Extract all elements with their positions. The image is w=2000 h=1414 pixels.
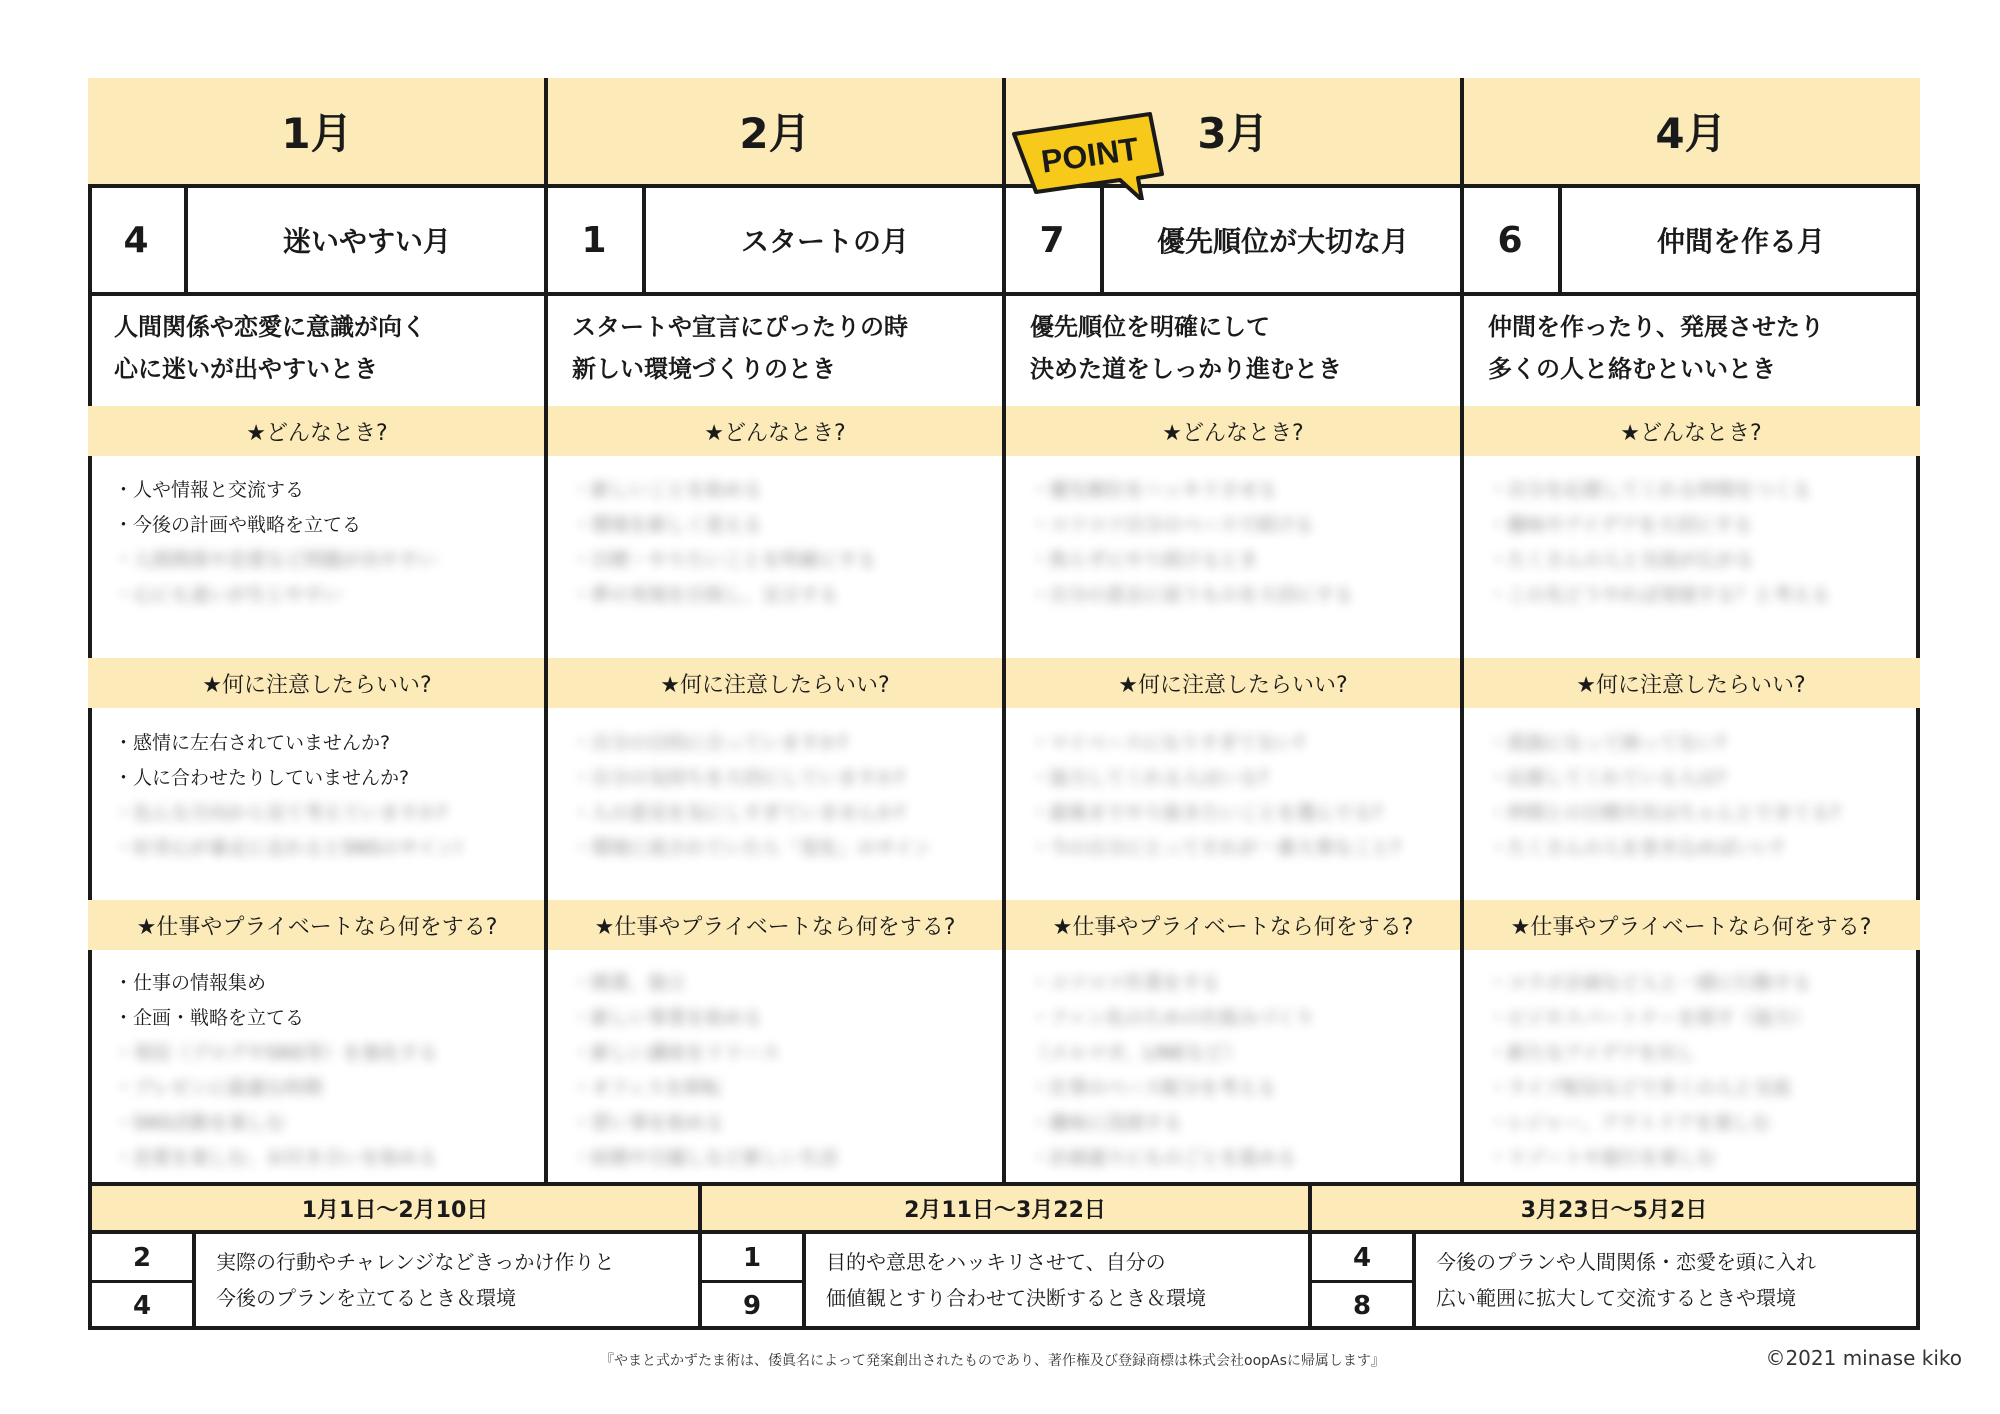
list-item: ・この先どうやれば発展する？と考える	[1488, 584, 1831, 606]
caution-heading: ★何に注意したらいい?	[546, 658, 1004, 708]
list-item: ・夢の実現を目指し、宣言する	[572, 584, 839, 606]
description-line: 今後のプランを立てるとき＆環境	[216, 1286, 516, 1310]
description-line: 価値観とすり合わせて決断するとき＆環境	[826, 1286, 1206, 1310]
list-item: ・ファン化のための仕組みづくり	[1030, 1007, 1315, 1029]
kazutama-number: 7	[1004, 188, 1104, 292]
list-item: ・マイペースになりすぎてない?	[1030, 732, 1305, 754]
list-item: ・色んな方向から見て考えていますか?	[114, 802, 448, 824]
list-item: ・習い事を始める	[572, 1112, 725, 1134]
action-list	[572, 966, 996, 1176]
list-item: ・ビジネスパートナーを探す（協力）	[1488, 1007, 1811, 1029]
month-header: 2月	[546, 78, 1004, 188]
list-item: ・環境を新しく変える	[572, 514, 763, 536]
period-number: 4	[132, 1291, 152, 1321]
list-item: ・協力してくれる人はいる?	[1030, 767, 1269, 789]
point-label: POINT	[1038, 130, 1141, 180]
list-item: ・リゾートや旅行を楽しむ	[1488, 1147, 1717, 1169]
description-line: 目的や意思をハッキリさせて、自分の	[826, 1250, 1166, 1274]
caution-list	[1488, 726, 1912, 866]
month-theme: 仲間を作る月	[1656, 225, 1825, 258]
month-intro	[572, 306, 994, 390]
list-item: ・最後までやり抜きたいことを選んでる?	[1030, 802, 1383, 824]
month-theme: スタートの月	[740, 225, 909, 258]
list-item: ・環境に流されていたら「変化」のサイン	[572, 837, 932, 859]
description-line: 実際の行動やチャレンジなどきっかけ作りと	[216, 1250, 615, 1274]
action-heading: ★仕事やプライベートなら何をする?	[1004, 900, 1462, 950]
when-heading: ★どんなとき?	[1004, 406, 1462, 456]
list-item: ・結婚や引越しなど新しい生活	[572, 1147, 839, 1169]
caution-heading: ★何に注意したらいい?	[1004, 658, 1462, 708]
list-item: ・SNS活動を楽しむ	[114, 1112, 286, 1134]
period-range: 1月1日〜2月10日	[92, 1186, 698, 1230]
month-header: 3月	[1004, 78, 1462, 188]
kazutama-number: 6	[1462, 188, 1562, 292]
kazutama-number: 1	[546, 188, 646, 292]
list-item: ・開業、独立	[572, 972, 687, 994]
list-item: ・発信（ブログやSNS等）を強化する	[114, 1042, 438, 1064]
number-row	[1462, 188, 1920, 296]
month-header: 1月	[88, 78, 546, 188]
month-intro	[1030, 306, 1452, 390]
list-item: ・新しい講座をリリース	[572, 1042, 781, 1064]
period-range: 3月23日〜5月2日	[1312, 1186, 1916, 1230]
period-description	[1436, 1244, 1906, 1316]
period-description	[216, 1244, 688, 1316]
list-item: ・コラボ企画など人と一緒に行動する	[1488, 972, 1812, 994]
list-item: ・たくさんの人と交流が広がる	[1488, 549, 1755, 571]
action-heading: ★仕事やプライベートなら何をする?	[88, 900, 546, 950]
period-detail-1	[92, 1234, 698, 1330]
list-item: ・プレゼンに最適な時期	[114, 1077, 323, 1099]
when-list	[1030, 473, 1454, 613]
period-description	[826, 1244, 1298, 1316]
description-line: 今後のプランや人間関係・恋愛を頭に入れ	[1436, 1250, 1816, 1274]
list-item: ・自分を応援してくれる仲間をつくる	[1488, 479, 1812, 501]
list-item: ・企画・戦略を立てる	[114, 1007, 305, 1029]
column-divider	[544, 78, 548, 1186]
action-heading: ★仕事やプライベートなら何をする?	[1462, 900, 1920, 950]
list-item: ・ライブ配信などで多くの人と交流	[1488, 1077, 1791, 1099]
when-heading: ★どんなとき?	[546, 406, 1004, 456]
list-item: ・仲間との目標共有はちゃんとできてる?	[1488, 802, 1841, 824]
list-item: ・感情に左右されていませんか?	[114, 732, 391, 754]
period-range: 2月11日〜3月22日	[702, 1186, 1308, 1230]
number-column-border	[802, 1234, 806, 1330]
list-item: ・趣味に没頭する	[1030, 1112, 1183, 1134]
kazutama-number: 4	[88, 188, 188, 292]
list-item: ・心にも迷いが生じやすい	[114, 584, 343, 606]
action-list	[1030, 966, 1454, 1176]
caution-list	[572, 726, 996, 866]
intro-line: 人間関係や恋愛に意識が向く	[114, 313, 426, 341]
list-item: ・今の自分にとってそれが一番大事なこと?	[1030, 837, 1401, 859]
list-item: ・計画通りにものごとを進める	[1030, 1147, 1297, 1169]
list-item: ・新しいことを始める	[572, 479, 763, 501]
number-row	[1004, 188, 1462, 296]
list-item: ・コツコツ自分のペースで続ける	[1030, 514, 1314, 536]
list-item: ・今後の計画や戦略を立てる	[114, 514, 362, 536]
description-line: 広い範囲に拡大して交流するときや環境	[1436, 1286, 1796, 1310]
when-heading: ★どんなとき?	[1462, 406, 1920, 456]
period-detail-2	[702, 1234, 1308, 1330]
intro-line: 仲間を作ったり、発展させたり	[1488, 313, 1824, 341]
when-list	[572, 473, 996, 613]
period-detail-3	[1312, 1234, 1916, 1330]
number-row	[88, 188, 546, 296]
month-intro	[114, 306, 536, 390]
intro-line: 決めた道をしっかり進むとき	[1030, 355, 1342, 383]
point-badge	[1010, 96, 1180, 200]
list-item: ・趣味やアイデアを大切にする	[1488, 514, 1753, 536]
list-item: ・自分の目的に合っていますか?	[572, 732, 849, 754]
intro-line: 多くの人と絡むといいとき	[1488, 355, 1776, 383]
list-item: ・レジャー、アウトドアを楽しむ	[1488, 1112, 1771, 1134]
list-item: ・新しい事業を始める	[572, 1007, 763, 1029]
action-list	[1488, 966, 1912, 1176]
intro-line: 優先順位を明確にして	[1030, 313, 1270, 341]
month-theme: 迷いやすい月	[282, 225, 451, 258]
column-divider	[1460, 78, 1464, 1186]
list-item: （メルマガ、LINEなど）	[1030, 1042, 1243, 1064]
intro-line: スタートや宣言にぴったりの時	[572, 313, 908, 341]
caution-heading: ★何に注意したらいい?	[88, 658, 546, 708]
number-row	[546, 188, 1004, 296]
list-item: ・孤独になって困ってない?	[1488, 732, 1727, 754]
month-intro	[1488, 306, 1910, 390]
period-number: 8	[1352, 1291, 1372, 1321]
list-item: ・人や情報と交流する	[114, 479, 305, 501]
caution-list	[1030, 726, 1454, 866]
list-item: ・コツコツ作業をする	[1030, 972, 1220, 994]
caution-list	[114, 726, 538, 866]
caution-heading: ★何に注意したらいい?	[1462, 658, 1920, 708]
when-heading: ★どんなとき?	[88, 406, 546, 456]
list-item: ・目標・やりたいことを明確にする	[572, 549, 877, 571]
month-header: 4月	[1462, 78, 1920, 188]
list-item: ・好奇心が暴走に走れるとSNSのサイン!	[114, 837, 463, 859]
period-number: 9	[742, 1291, 762, 1321]
action-heading: ★仕事やプライベートなら何をする?	[546, 900, 1004, 950]
list-item: ・人に合わせたりしていませんか?	[114, 767, 410, 789]
month-column-1	[88, 78, 546, 1182]
list-item: ・応援してくれている人は?	[1488, 767, 1727, 789]
period-number: 1	[742, 1243, 762, 1273]
list-item: ・オフィスを移転	[572, 1077, 722, 1099]
number-column-border	[192, 1234, 196, 1330]
list-item: ・仕事のペース配分を考える	[1030, 1077, 1277, 1099]
month-theme: 優先順位が大切な月	[1156, 225, 1409, 258]
list-item: ・たくさんの人を巻き込めばいい?	[1488, 837, 1784, 859]
list-item: ・恋愛を楽しむ、お付き合いを始める	[114, 1147, 438, 1169]
list-item: ・人間関係や恋愛など問題が出やすい	[114, 549, 438, 571]
column-divider	[1002, 78, 1006, 1186]
month-column-3	[1004, 78, 1462, 1182]
list-item: ・優先順位をハッキリさせる	[1030, 479, 1278, 501]
when-list	[1488, 473, 1912, 613]
list-item: ・自分の意志に従うものを大切にする	[1030, 584, 1354, 606]
list-item: ・新たなアイデアを出し	[1488, 1042, 1696, 1064]
list-item: ・仕事の情報集め	[114, 972, 267, 994]
copyright: ©2021 minase kiko	[1765, 1346, 1962, 1370]
month-column-4	[1462, 78, 1920, 1182]
month-column-2	[546, 78, 1004, 1182]
number-column-border	[1412, 1234, 1416, 1330]
intro-line: 心に迷いが出やすいとき	[114, 355, 378, 383]
list-item: ・自分の気持ちを大切にしていますか?	[572, 767, 906, 789]
period-number: 4	[1352, 1243, 1372, 1273]
list-item: ・人の意見を気にしすぎていませんか?	[572, 802, 906, 824]
list-item: ・焦らずにやり続けるとき	[1030, 549, 1259, 571]
action-list	[114, 966, 538, 1176]
intro-line: 新しい環境づくりのとき	[572, 355, 836, 383]
trademark-note: 『やまと式かずたま術は、倭眞名によって発案創出されたものであり、著作権及び登録商標は株式会社oopAsに帰属します』	[600, 1353, 1385, 1369]
period-number: 2	[132, 1243, 152, 1273]
when-list	[114, 473, 538, 613]
